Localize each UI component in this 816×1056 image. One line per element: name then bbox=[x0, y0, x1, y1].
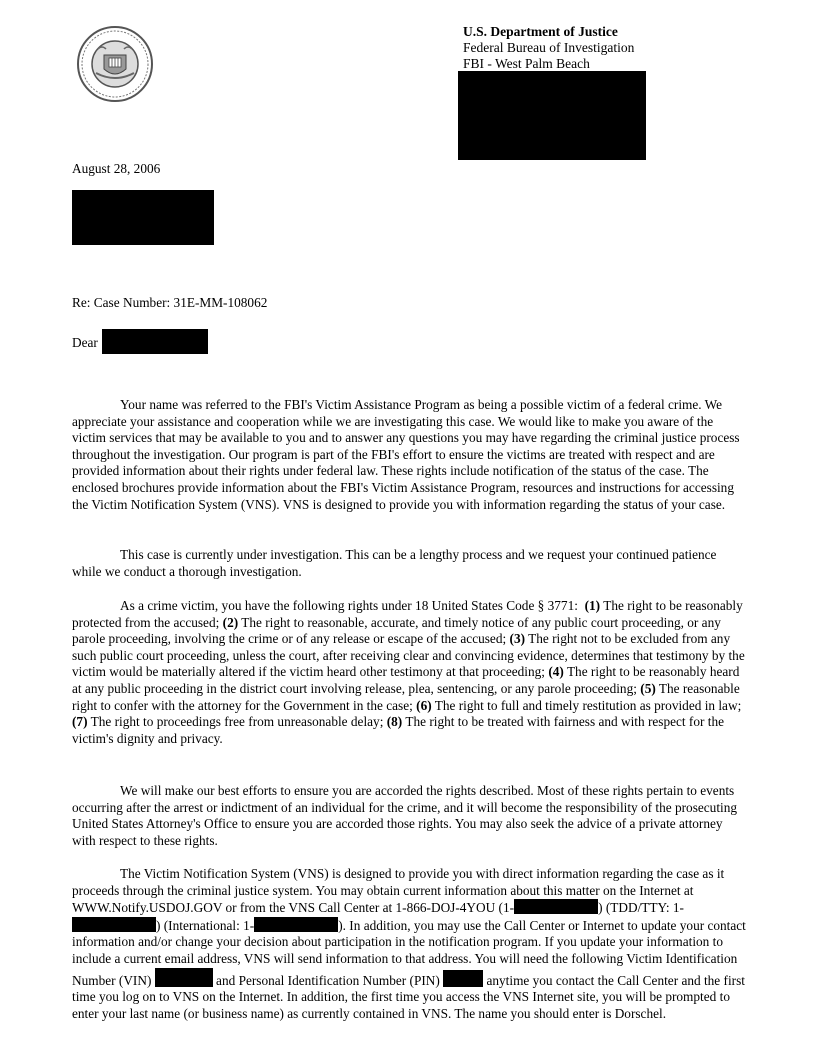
paragraph-intro bbox=[72, 397, 748, 513]
bureau-name: Federal Bureau of Investigation bbox=[463, 40, 635, 55]
right-number: (7) bbox=[72, 714, 88, 730]
right-text: The reasonable right to confer with the attorney for the Government in the case; bbox=[72, 680, 740, 713]
right-number: (3) bbox=[509, 631, 526, 647]
right-text: The right to full and timely restitution as provided in law; bbox=[434, 697, 742, 713]
vns-text: The Victim Notification System (VNS) is designed to provide you with direct information regarding the case as it proceeds through the criminal justice system. You may obtain current information about this matter on the Internet at WWW.Notify.USDOJ.GOV or from the VNS Call Center at 1-866-DOJ-4YOU (1- bbox=[72, 866, 725, 916]
redaction-block bbox=[72, 190, 214, 245]
office-name: FBI - West Palm Beach bbox=[463, 56, 590, 71]
department-name: U.S. Department of Justice bbox=[463, 24, 618, 39]
paragraph-efforts bbox=[72, 783, 748, 849]
paragraph-text bbox=[72, 866, 748, 1022]
redaction-block bbox=[254, 917, 338, 932]
right-number: (1) bbox=[584, 598, 601, 613]
vns-text: ). In addition, you may use the Call Center or Internet to update your contact information and/or change your decision about participation in the notification program. If you update your information to include a current email address, VNS will send information to that address. You will need the following Victim Identification Number (VIN) bbox=[72, 917, 746, 988]
right-text: The right not to be excluded from any such public court proceeding, unless the court, after receiving clear and convincing evidence, determines that testimony by the victim would be materially altered if the victim heard other testimony at that proceeding; bbox=[72, 631, 745, 680]
paragraph-text: Your name was referred to the FBI's Victim Assistance Program as being a possible victim of a federal crime. We appreciate your assistance and cooperation while we are investigating this case. We would like to make you aware of the victim services that may be available to you and to answer any questions you may have regarding the criminal justice process throughout the investigation. Our program is part of the FBI's effort to ensure the victims are treated with respect and are provided information about their rights under federal law. These rights include notification of the status of the case. The enclosed brochures provide information about the FBI's Victim Assistance Program, resources and instructions for accessing the Victim Notification System (VNS). VNS is designed to provide you with information regarding the status of your case. bbox=[72, 397, 740, 512]
right-number: (4) bbox=[548, 664, 564, 680]
right-text: The right to be reasonably protected from the accused; bbox=[72, 598, 743, 630]
paragraph-rights bbox=[72, 598, 748, 747]
right-number: (5) bbox=[640, 680, 656, 696]
vns-text: and Personal Identification Number (PIN) bbox=[216, 972, 440, 988]
redaction-block bbox=[514, 899, 598, 914]
vns-text: anytime you contact the Call Center and the first time you log on to VNS on the Internet. In addition, the first time you access the VNS Internet site, you will be prompted to enter your last name (or business name) as currently contained in VNS. The name you should enter is Dorschel. bbox=[72, 972, 745, 1021]
right-number: (2) bbox=[222, 614, 239, 630]
letter-date: August 28, 2006 bbox=[72, 161, 161, 176]
fbi-seal bbox=[76, 25, 154, 103]
vns-text: ) (TDD/TTY: 1- bbox=[598, 900, 684, 916]
redaction-block bbox=[443, 970, 483, 987]
paragraph-text bbox=[72, 598, 748, 747]
redaction-block bbox=[72, 917, 156, 932]
right-number: (6) bbox=[416, 697, 432, 713]
paragraph-status bbox=[72, 547, 748, 580]
right-text: The right to reasonable, accurate, and timely notice of any public court proceeding, or any parole proceeding, involving the crime or of any release or escape of the accused; bbox=[72, 614, 721, 647]
letterhead bbox=[463, 24, 634, 72]
paragraph-vns bbox=[72, 866, 748, 1022]
right-number: (8) bbox=[386, 714, 403, 730]
redaction-block bbox=[102, 329, 208, 354]
redaction-block bbox=[458, 71, 646, 160]
paragraph-text: We will make our best efforts to ensure you are accorded the rights described. Most of these rights pertain to events occurring after the arrest or indictment of an individual for the crime, and it will become the responsibility of the prosecuting United States Attorney's Office to ensure you are accorded those rights. You may also seek the advice of a private attorney with respect to these rights. bbox=[72, 783, 738, 848]
salutation bbox=[72, 329, 208, 354]
right-text: The right to be treated with fairness and with respect for the victim's dignity and privacy. bbox=[72, 714, 724, 746]
paragraph-text: This case is currently under investigation. This can be a lengthy process and we request your continued patience while we conduct a thorough investigation. bbox=[72, 547, 717, 579]
right-text: The right to be reasonably heard at any public proceeding in the district court involving release, plea, sentencing, or any parole proceeding; bbox=[72, 664, 740, 696]
redaction-block bbox=[155, 968, 213, 987]
case-reference: Re: Case Number: 31E-MM-108062 bbox=[72, 295, 268, 310]
salutation-text: Dear bbox=[72, 335, 98, 350]
rights-intro: As a crime victim, you have the following rights under 18 United States Code § 3771: bbox=[120, 598, 578, 613]
right-text: The right to proceedings free from unreasonable delay; bbox=[90, 714, 384, 730]
vns-text: ) (International: 1- bbox=[156, 917, 255, 933]
